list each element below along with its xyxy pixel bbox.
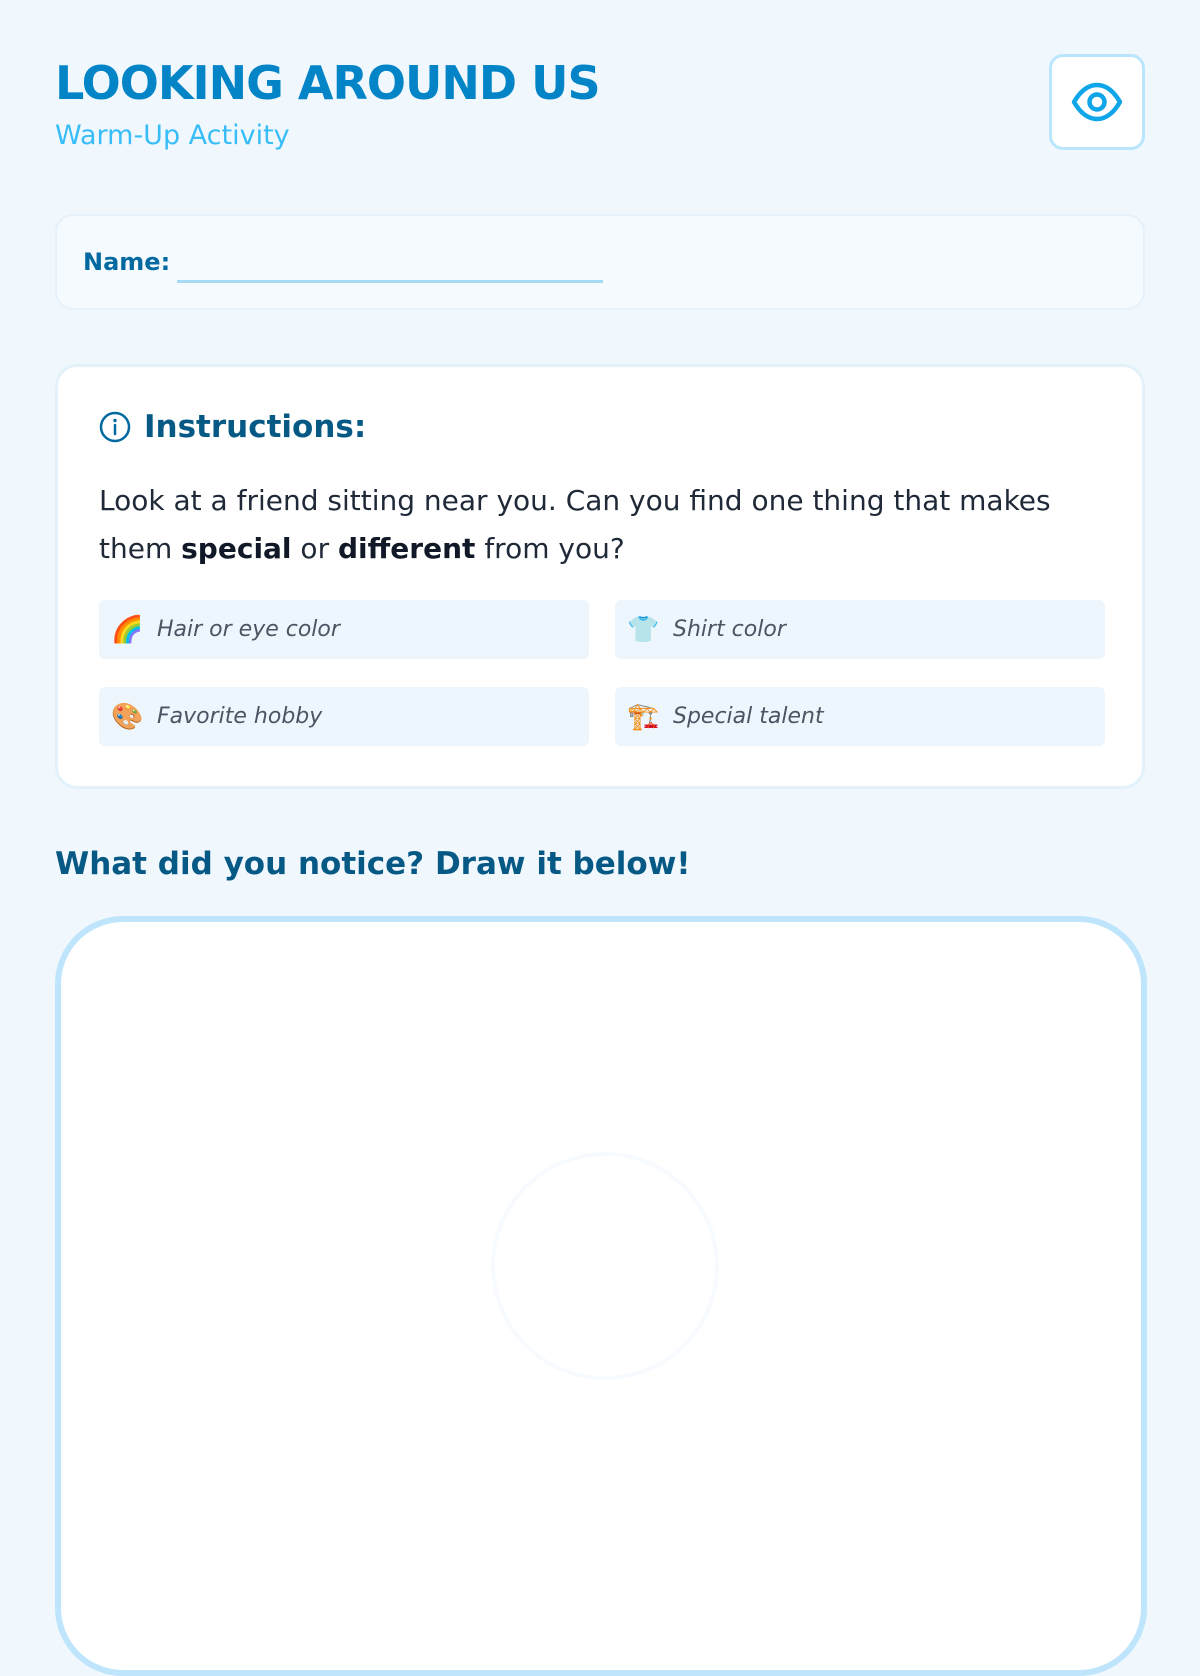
name-label: Name:	[83, 248, 171, 276]
instructions-title: Instructions:	[144, 409, 367, 445]
chip-label: Special talent	[673, 704, 824, 729]
rainbow-icon: 🌈	[111, 614, 144, 645]
chip-special-talent	[615, 687, 1105, 746]
name-section	[55, 214, 1145, 310]
name-input-line[interactable]	[177, 280, 603, 283]
chip-label: Hair or eye color	[157, 617, 340, 642]
chip-favorite-hobby	[99, 687, 589, 746]
chip-label: Favorite hobby	[157, 704, 323, 729]
bold-special: special	[181, 532, 292, 565]
instructions-text: Look at a friend sitting near you. Can you find one thing that makes them special or different from you?	[99, 484, 1051, 565]
drawing-prompt: What did you notice? Draw it below!	[55, 846, 691, 882]
page-title: LOOKING AROUND US	[55, 56, 600, 110]
drawing-canvas[interactable]	[55, 916, 1147, 1676]
shirt-icon: 👕	[627, 614, 660, 645]
chip-label: Shirt color	[673, 617, 786, 642]
instructions-header	[99, 409, 366, 445]
chip-shirt-color	[615, 600, 1105, 659]
crane-icon: 🏗️	[627, 701, 660, 732]
instructions-card	[55, 364, 1145, 789]
chip-hair-eye-color	[99, 600, 589, 659]
faint-face-outline	[491, 1152, 719, 1380]
page-subtitle: Warm-Up Activity	[55, 120, 290, 151]
info-icon	[99, 411, 131, 443]
view-toggle-button[interactable]	[1049, 54, 1145, 150]
eye-icon	[1071, 82, 1123, 122]
bold-different: different	[337, 532, 476, 565]
page-header	[55, 52, 1145, 162]
palette-icon: 🎨	[111, 701, 144, 732]
